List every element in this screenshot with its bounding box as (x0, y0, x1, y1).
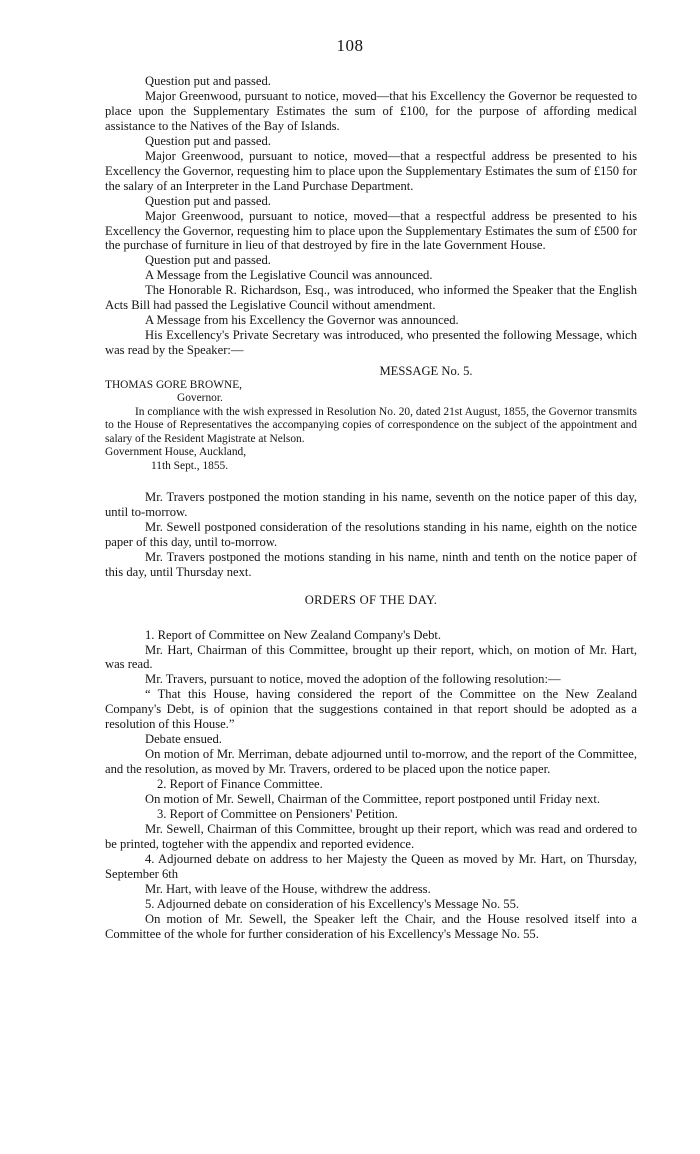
quoted-resolution: “ That this House, having considered the report of the Committee on the New Zealand Company's Debt, is of opinion that the suggestions contained in that report should be adopted as a resolution of this House.” (105, 687, 637, 732)
order-item: 2. Report of Finance Committee. (157, 777, 323, 792)
paragraph: Major Greenwood, pursuant to notice, moved—that his Excellency the Governor be requested to place upon the Supplementary Estimates the sum of £100, for the purpose of affording medical assistance to the Natives of the Bay of Islands. (105, 88, 637, 133)
paragraph: A Message from his Excellency the Governor was announced. (145, 313, 459, 328)
paragraph: His Excellency's Private Secretary was introduced, who presented the following Message, which was read by the Speaker:— (105, 328, 637, 358)
message-date: 11th Sept., 1855. (151, 459, 229, 472)
paragraph: Mr. Sewell, Chairman of this Committee, brought up their report, which was read and ordered to be printed, togteher with the appendix and reported evidence. (105, 821, 637, 851)
message-body: In compliance with the wish expressed in Resolution No. 20, dated 21st August, 1855, the Governor transmits to the House of Representatives the accompanying copies of correspondence on the subject of the appointment and salary of the Resident Magistrate at Nelson. (105, 405, 637, 445)
message-place: Government House, Auckland, (105, 446, 247, 459)
paragraph: Mr. Hart, Chairman of this Committee, brought up their report, which, on motion of Mr. Hart, was read. (105, 642, 637, 672)
order-item: 4. Adjourned debate on address to her Majesty the Queen as moved by Mr. Hart, on Thursday, September 6th (105, 851, 637, 881)
order-item: 1. Report of Committee on New Zealand Company's Debt. (145, 627, 442, 642)
paragraph: Question put and passed. (145, 193, 271, 208)
paragraph: Mr. Hart, with leave of the House, withdrew the address. (145, 881, 431, 896)
paragraph: Mr. Sewell postponed consideration of the resolutions standing in his name, eighth on the notice paper of this day, until to-morrow. (105, 519, 637, 549)
page-body (105, 74, 637, 942)
section-heading: ORDERS OF THE DAY. (304, 592, 438, 607)
paragraph: Question put and passed. (145, 253, 271, 268)
message-signatory: THOMAS GORE BROWNE, (105, 379, 243, 392)
page-number: 108 (336, 36, 364, 55)
paragraph: Mr. Travers, pursuant to notice, moved the adoption of the following resolution:— (145, 672, 561, 687)
paragraph: On motion of Mr. Merriman, debate adjourned until to-morrow, and the report of the Committee, and the resolution, as moved by Mr. Travers, ordered to be placed upon the notice paper. (105, 747, 637, 777)
paragraph: On motion of Mr. Sewell, the Speaker left the Chair, and the House resolved itself into a Committee of the whole for further consideration of his Excellency's Message No. 55. (105, 911, 637, 941)
paragraph: Mr. Travers postponed the motions standing in his name, ninth and tenth on the notice paper of this day, until Thursday next. (105, 549, 637, 579)
paragraph: On motion of Mr. Sewell, Chairman of the Committee, report postponed until Friday next. (145, 792, 601, 807)
order-item: 5. Adjourned debate on consideration of his Excellency's Message No. 55. (145, 896, 520, 911)
paragraph: Major Greenwood, pursuant to notice, moved—that a respectful address be presented to his Excellency the Governor, requesting him to place upon the Supplementary Estimates the sum of £500 for the purchase of furniture in lieu of that destroyed by fire in the late Government House. (105, 208, 637, 253)
order-item: 3. Report of Committee on Pensioners' Petition. (157, 807, 398, 822)
paragraph: Mr. Travers postponed the motion standing in his name, seventh on the notice paper of this day, until to-morrow. (105, 489, 637, 519)
paragraph: The Honorable R. Richardson, Esq., was introduced, who informed the Speaker that the English Acts Bill had passed the Legislative Council without amendment. (105, 283, 637, 313)
paragraph: Question put and passed. (145, 133, 271, 148)
paragraph: Question put and passed. (145, 74, 271, 88)
paragraph: A Message from the Legislative Council was announced. (145, 268, 433, 283)
paragraph: Debate ensued. (145, 732, 222, 747)
message-office: Governor. (177, 392, 223, 405)
paragraph: Major Greenwood, pursuant to notice, moved—that a respectful address be presented to his Excellency the Governor, requesting him to place upon the Supplementary Estimates the sum of £150 for the salary of an Interpreter in the Land Purchase Department. (105, 148, 637, 193)
message-heading: MESSAGE No. 5. (379, 364, 473, 379)
